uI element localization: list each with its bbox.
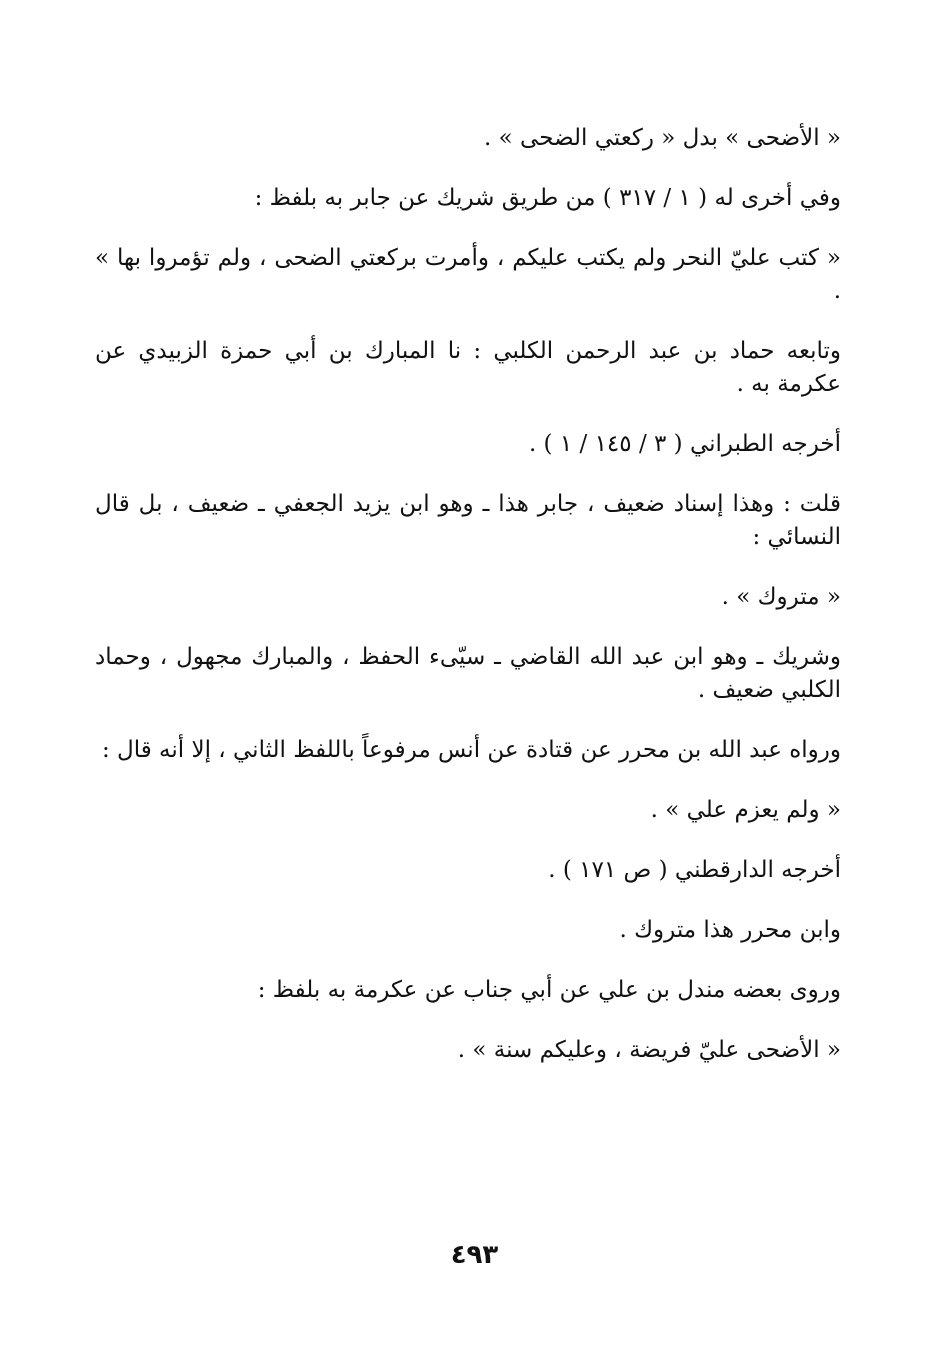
body-text bbox=[95, 122, 841, 1094]
paragraph-8: وشريك ـ وهو ابن عبد الله القاضي ـ سيّىء الحفظ ، والمبارك مجهول ، وحماد الكلبي ضعيف . bbox=[95, 644, 841, 703]
paragraph-11: أخرجه الدارقطني ( ص ١٧١ ) . bbox=[548, 857, 841, 883]
paragraph-3: « كتب عليّ النحر ولم يكتب عليكم ، وأمرت بركعتي الضحى ، ولم تؤمروا بها » . bbox=[95, 245, 841, 304]
paragraph-14: « الأضحى عليّ فريضة ، وعليكم سنة » . bbox=[457, 1037, 841, 1063]
paragraph-1: « الأضحى » بدل « ركعتي الضحى » . bbox=[484, 125, 841, 151]
paragraph-7: « متروك » . bbox=[721, 584, 841, 610]
paragraph-13: وروى بعضه مندل بن علي عن أبي جناب عن عكرمة به بلفظ : bbox=[257, 977, 841, 1003]
paragraph-4: وتابعه حماد بن عبد الرحمن الكلبي : نا المبارك بن أبي حمزة الزبيدي عن عكرمة به . bbox=[95, 338, 841, 397]
paragraph-10: « ولم يعزم علي » . bbox=[650, 797, 841, 823]
page-number: ٤٩٣ bbox=[450, 1240, 499, 1270]
paragraph-12: وابن محرر هذا متروك . bbox=[619, 917, 841, 943]
paragraph-2: وفي أخرى له ( ١ / ٣١٧ ) من طريق شريك عن جابر به بلفظ : bbox=[254, 185, 841, 211]
paragraph-5: أخرجه الطبراني ( ٣ / ١٤٥ / ١ ) . bbox=[528, 431, 841, 457]
paragraph-6: قلت : وهذا إسناد ضعيف ، جابر هذا ـ وهو ابن يزيد الجعفي ـ ضعيف ، بل قال النسائي : bbox=[95, 491, 841, 550]
paragraph-9: ورواه عبد الله بن محرر عن قتادة عن أنس مرفوعاً باللفظ الثاني ، إلا أنه قال : bbox=[101, 737, 841, 763]
